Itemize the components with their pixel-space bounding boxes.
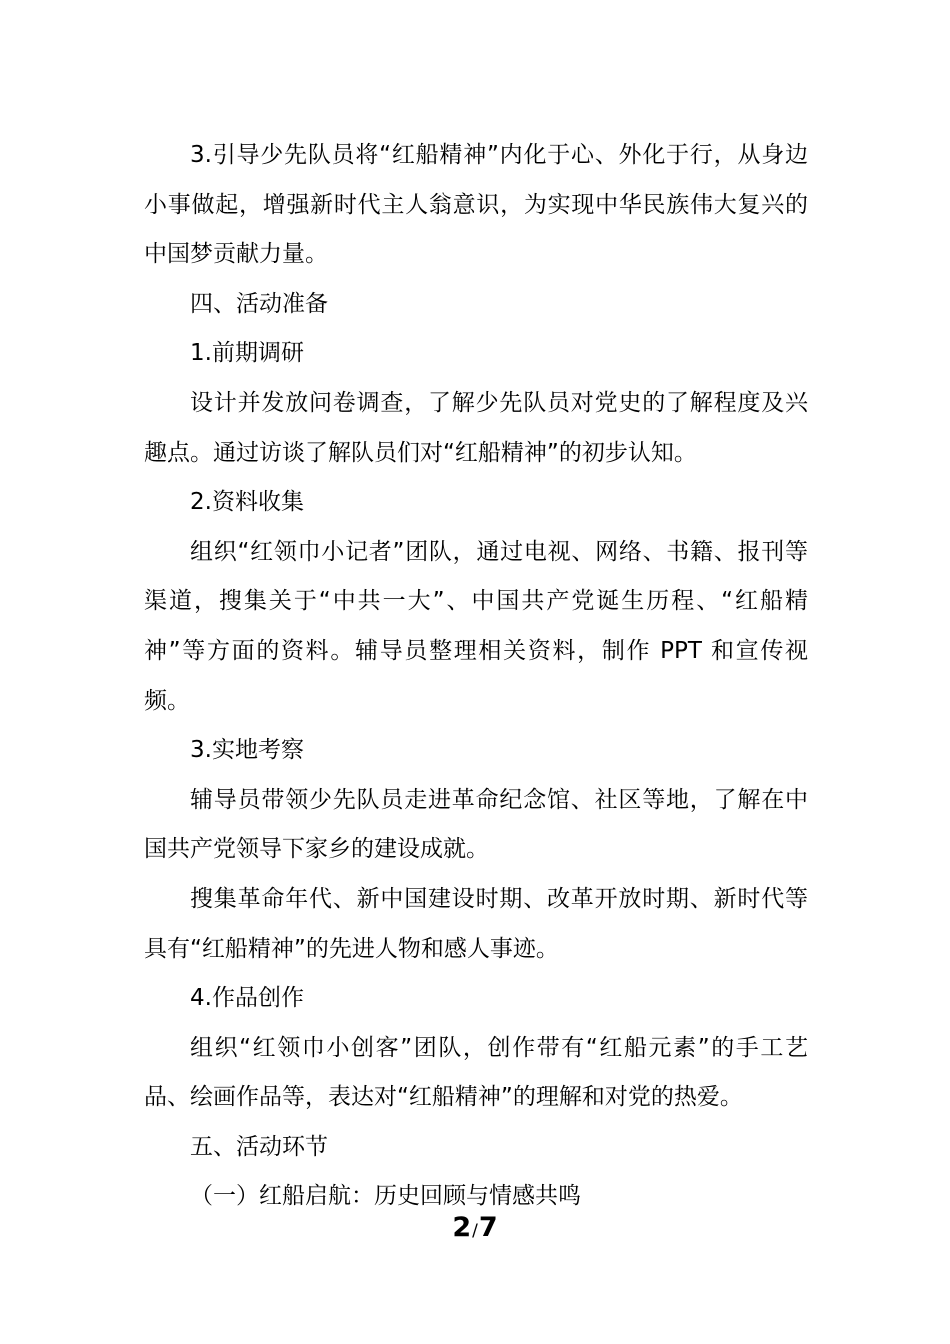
section-heading-activities: 五、活动环节 [190,1133,328,1160]
paragraph-field-visit: 辅导员带领少先队员走进革命纪念馆、社区等地，了解在中国共产党领导下家乡的建设成就。 [144,786,808,863]
paragraph-collection: 组织“红领巾小记者”团队，通过电视、网络、书籍、报刊等渠道，搜集关于“中共一大”、中国共产党诞生历程、“红船精神”等方面的资料。辅导员整理相关资料，制作 PPT 和宣传视频。 [144,538,808,714]
paragraph-creation: 组织“红领巾小创客”团队，创作带有“红船元素”的手工艺品、绘画作品等，表达对“红船精神”的理解和对党的热爱。 [144,1034,808,1111]
document-body [144,131,808,1222]
section-heading-preparation: 四、活动准备 [190,290,328,317]
paragraph-research: 设计并发放问卷调查，了解少先队员对党史的了解程度及兴趣点。通过访谈了解队员们对“红船精神”的初步认知。 [144,389,808,466]
subheading-field-visit: 3.实地考察 [190,737,304,764]
page-number [0,1208,950,1251]
subheading-collection: 2.资料收集 [190,489,304,516]
subheading-research: 1.前期调研 [190,340,304,367]
page-separator: / [472,1221,478,1241]
paragraph-goal-3: 3.引导少先队员将“红船精神”内化于心、外化于行，从身边小事做起，增强新时代主人翁意识，为实现中华民族伟大复兴的中国梦贡献力量。 [144,142,808,268]
paragraph-role-models: 搜集革命年代、新中国建设时期、改革开放时期、新时代等具有“红船精神”的先进人物和感人事迹。 [144,885,808,962]
subheading-red-boat-launch: （一）红船启航：历史回顾与情感共鸣 [190,1183,581,1210]
page-total: 7 [478,1212,498,1243]
subheading-creation: 4.作品创作 [190,985,304,1012]
page-current: 2 [452,1212,472,1243]
